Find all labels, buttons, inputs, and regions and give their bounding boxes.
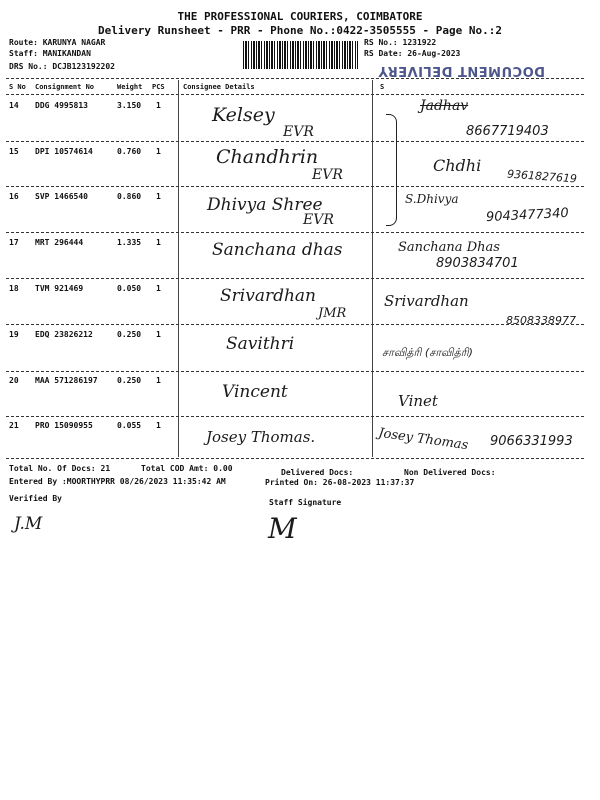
row-21-pcs: 1 <box>156 421 161 430</box>
row-14-pcs: 1 <box>156 101 161 110</box>
company-title: THE PROFESSIONAL COURIERS, COIMBATORE <box>177 10 423 23</box>
row-divider <box>6 232 584 233</box>
row-15-sno: 15 <box>9 147 19 156</box>
staff-label: Staff: MANIKANDAN <box>9 49 91 58</box>
verified-by-label: Verified By <box>9 494 62 503</box>
row-15-receiver-signature: Chdhi <box>433 156 482 175</box>
row-17-weight: 1.335 <box>117 238 142 247</box>
row-19-receiver-signature: சாவித்ரி (சாவித்ரி) <box>382 346 473 359</box>
col-header-signature: S <box>380 83 385 91</box>
row-15-tag: EVR <box>312 167 343 183</box>
col-header-consignment: Consignment No <box>35 83 95 91</box>
row-divider <box>6 324 584 325</box>
row-20-consignee-name: Vincent <box>222 382 288 402</box>
row-19-weight: 0.250 <box>117 330 142 339</box>
row-18-consignee-name: Srivardhan <box>220 286 316 306</box>
row-18-pcs: 1 <box>156 284 161 293</box>
rs-date: RS Date: 26-Aug-2023 <box>364 49 461 58</box>
row-18-consignment: TVM 921469 <box>35 284 84 293</box>
row-21-receiver-phone: 9066331993 <box>490 434 573 449</box>
row-divider <box>6 141 584 142</box>
col-header-pcs: PCS <box>152 83 165 91</box>
row-17-consignment: MRT 296444 <box>35 238 84 247</box>
row-15-consignment: DPI 10574614 <box>35 147 93 156</box>
runsheet-subtitle: Delivery Runsheet - PRR - Phone No.:0422-3505555 - Page No.:2 <box>98 24 502 37</box>
document-delivery-stamp: DOCUMENT DELIVERY <box>378 63 545 78</box>
row-14-receiver-signature: Jadhav <box>420 98 469 114</box>
col-separator-left <box>178 80 179 457</box>
row-16-receiver-signature: S.Dhivya <box>405 192 459 206</box>
row-21-receiver-signature: Josey Thomas <box>377 425 470 454</box>
row-16-receiver-phone: 9043477340 <box>485 205 570 226</box>
row-18-receiver-phone: 8508338977 <box>506 314 576 327</box>
row-17-consignee-name: Sanchana dhas <box>212 240 343 260</box>
row-17-sno: 17 <box>9 238 19 247</box>
row-14-weight: 3.150 <box>117 101 142 110</box>
total-docs: Total No. Of Docs: 21 <box>9 464 111 473</box>
route-label: Route: KARUNYA NAGAR <box>9 38 106 47</box>
row-17-receiver-phone: 8903834701 <box>436 256 519 271</box>
delivered-docs: Delivered Docs: <box>281 468 354 477</box>
row-21-sno: 21 <box>9 421 19 430</box>
table-header-divider <box>6 94 584 95</box>
row-19-pcs: 1 <box>156 330 161 339</box>
staff-signature: M <box>268 512 297 545</box>
drs-number: DRS No.: DCJB123192202 <box>9 62 115 71</box>
row-14-receiver-phone: 8667719403 <box>466 124 549 139</box>
entered-by: Entered By :MOORTHYPRR 08/26/2023 11:35:42 AM <box>9 477 226 486</box>
row-18-weight: 0.050 <box>117 284 142 293</box>
printed-on: Printed On: 26-08-2023 11:37:37 <box>265 478 415 487</box>
row-14-tag: EVR <box>283 124 314 140</box>
row-divider <box>6 371 584 372</box>
row-16-consignment: SVP 1466540 <box>35 192 88 201</box>
row-divider <box>6 416 584 417</box>
row-19-consignee-name: Savithri <box>226 334 295 354</box>
non-delivered-docs: Non Delivered Docs: <box>404 468 496 477</box>
total-cod-amount: Total COD Amt: 0.00 <box>141 464 233 473</box>
row-15-consignee-name: Chandhrin <box>216 146 319 168</box>
verified-signature: J.M <box>14 514 43 534</box>
row-14-sno: 14 <box>9 101 19 110</box>
row-15-weight: 0.760 <box>117 147 142 156</box>
col-separator-right <box>372 80 373 457</box>
barcode-image <box>243 41 358 69</box>
table-top-divider <box>6 78 584 79</box>
row-15-receiver-phone: 9361827619 <box>506 167 578 186</box>
col-header-weight: Weight <box>117 83 143 91</box>
col-header-consignee: Consignee Details <box>183 83 255 91</box>
row-16-pcs: 1 <box>156 192 161 201</box>
row-20-receiver-signature: Vinet <box>398 392 438 410</box>
row-19-sno: 19 <box>9 330 19 339</box>
row-divider <box>6 278 584 279</box>
row-17-pcs: 1 <box>156 238 161 247</box>
row-14-consignment: DDG 4995813 <box>35 101 88 110</box>
table-bottom-divider <box>6 458 584 459</box>
row-divider <box>6 186 584 187</box>
row-20-consignment: MAA 571286197 <box>35 376 98 385</box>
row-18-sno: 18 <box>9 284 19 293</box>
row-15-pcs: 1 <box>156 147 161 156</box>
col-header-sno: S No <box>9 83 26 91</box>
row-18-receiver-signature: Srivardhan <box>384 292 469 310</box>
row-18-tag: JMR <box>318 306 347 321</box>
staff-signature-label: Staff Signature <box>269 498 342 507</box>
row-16-weight: 0.860 <box>117 192 142 201</box>
row-21-weight: 0.055 <box>117 421 142 430</box>
row-16-consignee-name: Dhivya Shree <box>207 195 323 215</box>
row-19-consignment: EDQ 23826212 <box>35 330 93 339</box>
row-20-sno: 20 <box>9 376 19 385</box>
row-20-weight: 0.250 <box>117 376 142 385</box>
row-16-tag: EVR <box>303 212 334 228</box>
row-21-consignment: PRO 15090955 <box>35 421 93 430</box>
row-14-consignee-name: Kelsey <box>212 104 275 126</box>
row-20-pcs: 1 <box>156 376 161 385</box>
bracket-mark <box>386 114 397 226</box>
row-17-receiver-signature: Sanchana Dhas <box>398 240 500 255</box>
row-21-consignee-name: Josey Thomas. <box>206 428 316 446</box>
row-16-sno: 16 <box>9 192 19 201</box>
rs-number: RS No.: 1231922 <box>364 38 437 47</box>
